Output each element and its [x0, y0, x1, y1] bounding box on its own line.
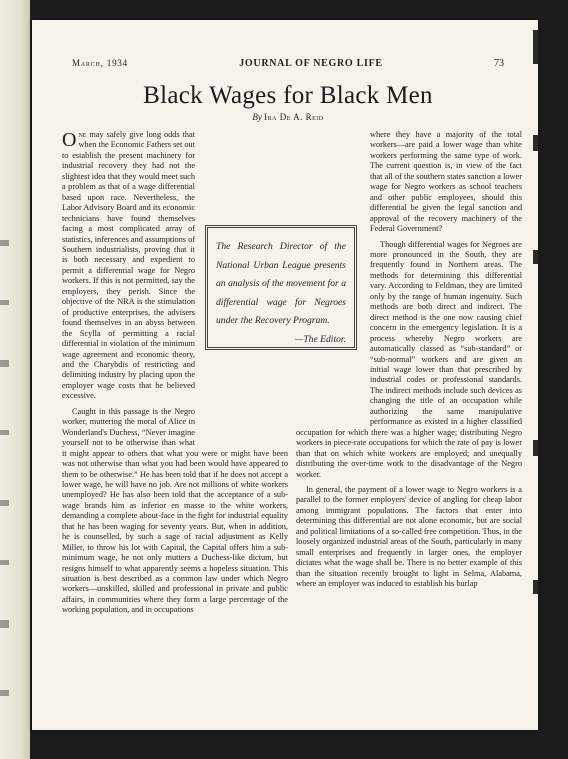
pull-quote-text: The Research Director of the National Urban League presents an analysis of the movement for a differential wage for Negroes under the Recovery Program.	[216, 241, 346, 326]
binder-tab	[533, 30, 538, 64]
binder-tab	[533, 580, 538, 594]
paragraph: In general, the payment of a lower wage to Negro workers is a parallel to the former employers' device of angling for cheap labor among immigrant populations. The factors that enter into determining this differential are not alone economic, but are social and political limitations of a so-called free competition. Thus, in the loosely organized industrial areas of the South, particularly in many small enterprises and frequently in larger ones, the employer dictates what the wage shall be. There is no better example of this than the situation recently brought to light in Selma, Alabama, where an employer was induced to establish his burlap	[296, 484, 522, 589]
adjacent-page-text-fragment	[0, 560, 9, 565]
adjacent-page-text-fragment	[0, 240, 9, 246]
binder-tab	[533, 135, 538, 151]
adjacent-page-text-fragment	[0, 620, 9, 628]
byline-prefix: By	[252, 112, 262, 122]
pull-quote-box	[205, 225, 357, 350]
running-header	[72, 58, 504, 69]
author-name: Ira De A. Reid	[264, 112, 324, 122]
article-byline	[72, 112, 504, 122]
adjacent-page-text-fragment	[0, 690, 9, 696]
pull-quote-attribution: —The Editor.	[294, 333, 346, 345]
pull-quote	[216, 238, 346, 349]
issue-date: March, 1934	[72, 58, 128, 68]
adjacent-page-edge	[0, 0, 30, 759]
paragraph-text: may safely give long odds that when the Economic Fathers set out to establish the present machinery for industrial recovery they had not the slightest idea that they would meet such a problem as that of a wage differential based upon race. Nevertheless, the Labor Advisory Board and its economic technicians have found themselves facing a most complicated array of statistics, inferences and assumptions of Southern industrialists, proving that it is both necessary and expedient to permit a differential wage for Negro workers. If this is not permitted, say the employers, they perish. Since the objective of the NRA is the stimulation of productive enterprises, the advisers found themselves in an abyss between the Scylla of permitting a racial differential in violation of the minimum wage agreement and economic theory, and the Charybdis of restricting and delimiting industry by placing upon the employer wage costs that he believed excessive.	[62, 130, 195, 401]
adjacent-page-text-fragment	[0, 430, 9, 435]
page-number: 73	[494, 58, 504, 69]
text-column-left	[62, 130, 288, 700]
text-column-right	[296, 130, 522, 700]
binder-tab	[533, 250, 538, 264]
paragraph: where they have a majority of the total workers—are paid a lower wage than white workers performing the same type of work. The current question is, in view of the fact that all of the southern states sanction a lower wage for Negro workers as school teachers and other public employees, should this differential be given the legal sanction and approval of the recovery machinery of the Federal Government?	[370, 130, 522, 234]
lead-word: ne	[78, 130, 87, 139]
article-title: Black Wages for Black Men	[143, 82, 433, 109]
paragraph: Though differential wages for Negroes are more pronounced in the South, they are frequently found in Northern areas. The methods for determining this differential vary. According to Feldman, they are limited only by the range of human ingenuity. Such methods are both direct and indirect. The direct method is the one now causing chief concern in the emergency legislation. It is a process whereby Negro workers are automatically classed as “sub-standard” or “sub-normal” workers and are given an initial wage lower than that prescribed by industrial codes or professional standards. The indirect methods include such devices as changing the title of an occupation while authorizing the same manipulative performance as existed in a higher classified occupation for which there was a higher wage; distributing Negro workers in piece-rate occupations for which the rate of pay is lower than that on which white workers are employed; and unequally distributing the over-time work to the disadvantage of the Negro worker.	[296, 239, 522, 479]
journal-name: JOURNAL OF NEGRO LIFE	[239, 58, 383, 69]
adjacent-page-text-fragment	[0, 500, 9, 506]
binder-tab	[533, 440, 538, 456]
paragraph: Caught in this passage is the Negro worker, muttering the moral of Alice in Wonderland's Duchess, “Never imagine yourself not to be otherwise than what it might appear to others that what you were or might have been was not otherwise than what you had been would have appeared to them to be otherwise.” He has been told that if he does not accept a lower wage, he will have no job. Are not millions of white workers unemployed? He has also been told that the acceptance of a sub-wage brands him as inferior en masse to the white workers, demanding a complete about-face in the fight for industrial equality that he has been waging for seventy years. But, when in addition, he is counselled, by such a sage of racial adjustment as Kelly Miller, to throw his lot with Capital, the Capital offers him a sub-minimum wage, he not only mutters a Duchess-like dictum, but resigns himself to what apparently seems a hopeless situation. This situation is best described as a common law under which Negro workers—unskilled, skilled and professional in private and public affairs, in communities where they form a large percentage of the working population, and in occupations	[62, 406, 288, 615]
drop-cap: O	[62, 130, 77, 151]
adjacent-page-text-fragment	[0, 360, 9, 367]
adjacent-page-text-fragment	[0, 300, 9, 305]
